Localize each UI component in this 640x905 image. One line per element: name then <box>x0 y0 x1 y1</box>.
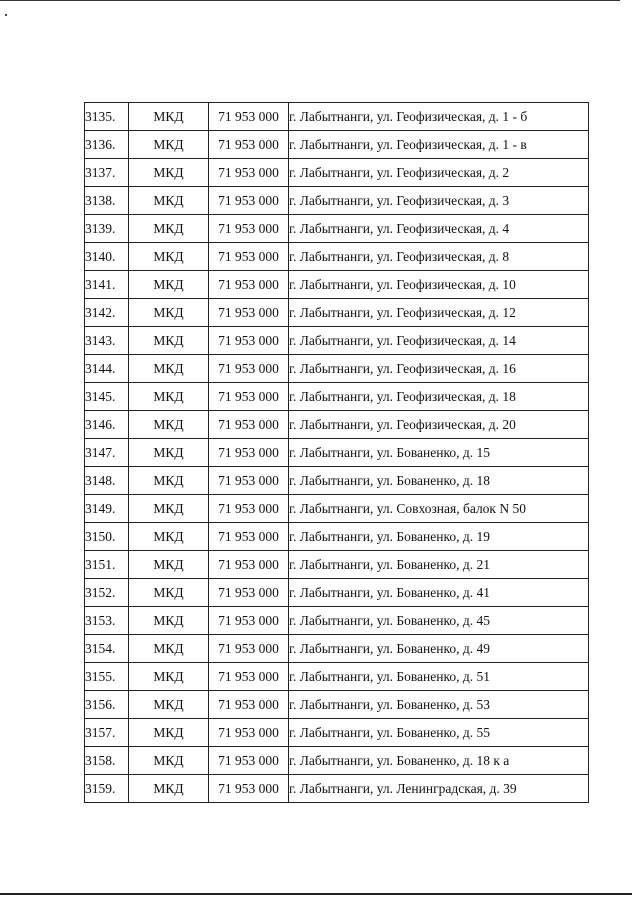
address: г. Лабытнанги, ул. Геофизическая, д. 14 <box>289 327 589 355</box>
table-row <box>85 607 589 635</box>
oktmo-code: 71 953 000 <box>209 411 289 439</box>
building-type: МКД <box>129 747 209 775</box>
address: г. Лабытнанги, ул. Геофизическая, д. 1 - б <box>289 103 589 131</box>
table-row <box>85 103 589 131</box>
row-number: 3147. <box>85 439 129 467</box>
table-row <box>85 411 589 439</box>
address: г. Лабытнанги, ул. Ленинградская, д. 39 <box>289 775 589 803</box>
oktmo-code: 71 953 000 <box>209 187 289 215</box>
table-row <box>85 439 589 467</box>
row-number: 3152. <box>85 579 129 607</box>
oktmo-code: 71 953 000 <box>209 719 289 747</box>
table-row <box>85 691 589 719</box>
address: г. Лабытнанги, ул. Геофизическая, д. 10 <box>289 271 589 299</box>
oktmo-code: 71 953 000 <box>209 663 289 691</box>
address: г. Лабытнанги, ул. Совхозная, балок N 50 <box>289 495 589 523</box>
address: г. Лабытнанги, ул. Геофизическая, д. 18 <box>289 383 589 411</box>
table-row <box>85 775 589 803</box>
building-type: МКД <box>129 103 209 131</box>
oktmo-code: 71 953 000 <box>209 131 289 159</box>
oktmo-code: 71 953 000 <box>209 551 289 579</box>
building-type: МКД <box>129 467 209 495</box>
row-number: 3140. <box>85 243 129 271</box>
table-row <box>85 523 589 551</box>
address: г. Лабытнанги, ул. Бованенко, д. 55 <box>289 719 589 747</box>
oktmo-code: 71 953 000 <box>209 523 289 551</box>
row-number: 3136. <box>85 131 129 159</box>
oktmo-code: 71 953 000 <box>209 691 289 719</box>
building-type: МКД <box>129 775 209 803</box>
table-row <box>85 159 589 187</box>
row-number: 3156. <box>85 691 129 719</box>
table-row <box>85 299 589 327</box>
table-row <box>85 495 589 523</box>
table-row <box>85 663 589 691</box>
building-type: МКД <box>129 691 209 719</box>
row-number: 3139. <box>85 215 129 243</box>
building-type: МКД <box>129 663 209 691</box>
row-number: 3149. <box>85 495 129 523</box>
address: г. Лабытнанги, ул. Геофизическая, д. 2 <box>289 159 589 187</box>
address: г. Лабытнанги, ул. Бованенко, д. 18 к а <box>289 747 589 775</box>
address: г. Лабытнанги, ул. Бованенко, д. 41 <box>289 579 589 607</box>
address: г. Лабытнанги, ул. Геофизическая, д. 4 <box>289 215 589 243</box>
oktmo-code: 71 953 000 <box>209 579 289 607</box>
row-number: 3137. <box>85 159 129 187</box>
row-number: 3158. <box>85 747 129 775</box>
row-number: 3159. <box>85 775 129 803</box>
row-number: 3155. <box>85 663 129 691</box>
oktmo-code: 71 953 000 <box>209 271 289 299</box>
building-type: МКД <box>129 299 209 327</box>
address: г. Лабытнанги, ул. Бованенко, д. 45 <box>289 607 589 635</box>
building-type: МКД <box>129 243 209 271</box>
row-number: 3144. <box>85 355 129 383</box>
building-type: МКД <box>129 327 209 355</box>
table-row <box>85 467 589 495</box>
address: г. Лабытнанги, ул. Геофизическая, д. 3 <box>289 187 589 215</box>
building-type: МКД <box>129 215 209 243</box>
address: г. Лабытнанги, ул. Бованенко, д. 51 <box>289 663 589 691</box>
registry-table-body <box>85 103 589 803</box>
oktmo-code: 71 953 000 <box>209 383 289 411</box>
table-row <box>85 271 589 299</box>
table-row <box>85 243 589 271</box>
building-type: МКД <box>129 439 209 467</box>
building-type: МКД <box>129 719 209 747</box>
address: г. Лабытнанги, ул. Геофизическая, д. 16 <box>289 355 589 383</box>
row-number: 3141. <box>85 271 129 299</box>
oktmo-code: 71 953 000 <box>209 355 289 383</box>
building-type: МКД <box>129 523 209 551</box>
table-row <box>85 719 589 747</box>
oktmo-code: 71 953 000 <box>209 103 289 131</box>
oktmo-code: 71 953 000 <box>209 607 289 635</box>
table-row <box>85 187 589 215</box>
building-type: МКД <box>129 411 209 439</box>
address: г. Лабытнанги, ул. Геофизическая, д. 1 - в <box>289 131 589 159</box>
top-scan-rule <box>0 0 620 1</box>
building-type: МКД <box>129 131 209 159</box>
oktmo-code: 71 953 000 <box>209 215 289 243</box>
row-number: 3151. <box>85 551 129 579</box>
table-row <box>85 327 589 355</box>
address: г. Лабытнанги, ул. Бованенко, д. 19 <box>289 523 589 551</box>
building-type: МКД <box>129 607 209 635</box>
building-type: МКД <box>129 635 209 663</box>
building-type: МКД <box>129 579 209 607</box>
scan-artifact-dot <box>5 14 7 16</box>
row-number: 3146. <box>85 411 129 439</box>
address: г. Лабытнанги, ул. Геофизическая, д. 12 <box>289 299 589 327</box>
address: г. Лабытнанги, ул. Бованенко, д. 49 <box>289 635 589 663</box>
address: г. Лабытнанги, ул. Геофизическая, д. 8 <box>289 243 589 271</box>
building-type: МКД <box>129 187 209 215</box>
building-type: МКД <box>129 271 209 299</box>
building-type: МКД <box>129 495 209 523</box>
row-number: 3157. <box>85 719 129 747</box>
oktmo-code: 71 953 000 <box>209 495 289 523</box>
table-row <box>85 383 589 411</box>
oktmo-code: 71 953 000 <box>209 299 289 327</box>
row-number: 3148. <box>85 467 129 495</box>
oktmo-code: 71 953 000 <box>209 635 289 663</box>
address: г. Лабытнанги, ул. Бованенко, д. 53 <box>289 691 589 719</box>
table-row <box>85 355 589 383</box>
oktmo-code: 71 953 000 <box>209 747 289 775</box>
row-number: 3150. <box>85 523 129 551</box>
oktmo-code: 71 953 000 <box>209 327 289 355</box>
table-row <box>85 579 589 607</box>
table-row <box>85 131 589 159</box>
table-row <box>85 635 589 663</box>
building-type: МКД <box>129 355 209 383</box>
oktmo-code: 71 953 000 <box>209 467 289 495</box>
table-row <box>85 747 589 775</box>
row-number: 3135. <box>85 103 129 131</box>
row-number: 3154. <box>85 635 129 663</box>
building-type: МКД <box>129 551 209 579</box>
building-type: МКД <box>129 383 209 411</box>
oktmo-code: 71 953 000 <box>209 439 289 467</box>
address: г. Лабытнанги, ул. Бованенко, д. 15 <box>289 439 589 467</box>
address: г. Лабытнанги, ул. Бованенко, д. 18 <box>289 467 589 495</box>
row-number: 3143. <box>85 327 129 355</box>
table-row <box>85 215 589 243</box>
oktmo-code: 71 953 000 <box>209 775 289 803</box>
bottom-scan-rule <box>0 893 632 895</box>
address: г. Лабытнанги, ул. Бованенко, д. 21 <box>289 551 589 579</box>
oktmo-code: 71 953 000 <box>209 243 289 271</box>
row-number: 3142. <box>85 299 129 327</box>
table-row <box>85 551 589 579</box>
housing-registry-table <box>84 102 589 803</box>
row-number: 3153. <box>85 607 129 635</box>
row-number: 3138. <box>85 187 129 215</box>
oktmo-code: 71 953 000 <box>209 159 289 187</box>
building-type: МКД <box>129 159 209 187</box>
address: г. Лабытнанги, ул. Геофизическая, д. 20 <box>289 411 589 439</box>
row-number: 3145. <box>85 383 129 411</box>
